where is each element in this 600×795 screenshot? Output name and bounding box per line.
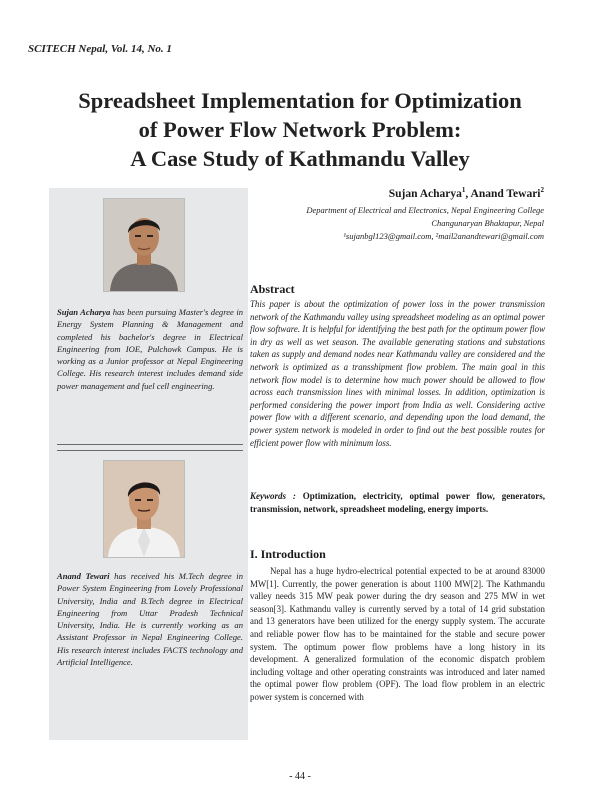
title-line-2: of Power Flow Network Problem: <box>138 117 462 142</box>
paper-title <box>40 86 560 173</box>
bio-divider-top <box>57 444 243 445</box>
author-2-name: Anand Tewari <box>470 187 541 200</box>
introduction-paragraph: Nepal has a huge hydro-electrical potential expected to be at around 83000 MW[1]. Currently, the power generation is about 1100 MW[2]. The Kathmandu valley needs 315 MW peak power during the dry season and 275 MW in wet season[3]. Kathmandu valley is currently served by a total of 14 grid substation and 13 generators have been utilized for the energy supply system. The accurate and reliable power flow has to be maintained for the stable and secure power system. The optimum power flow problems have a long history in its development. A generalized formulation of the economic dispatch problem including voltage and other operating constraints was introduced and later named the optimal power flow problem (OPF). The load flow problem in an electric power system is concerned with <box>250 566 545 702</box>
title-line-3: A Case Study of Kathmandu Valley <box>130 146 470 171</box>
author-2-sup: 2 <box>540 186 544 194</box>
abstract-heading: Abstract <box>250 282 295 296</box>
author-line <box>389 186 544 200</box>
keywords <box>250 490 545 516</box>
keywords-label: Keywords : <box>250 491 296 501</box>
introduction-heading: I. Introduction <box>250 547 326 561</box>
author-1-photo <box>103 198 185 292</box>
bio-1-text: has been pursuing Master's degree in Energy System Planning & Management and completed his bachelor's degree in Electrical Engineering from IOE, Pulchowk Campus. He is working as a Junior professor at Nepal Engineering College. His research interest includes demand side power management and fuel cell engineering. <box>57 307 243 391</box>
affiliation-address: Changunaryan Bhaktapur, Nepal <box>431 218 544 228</box>
page-number: - 44 - <box>289 771 311 782</box>
affiliation-emails: ¹sujanbgl123@gmail.com, ²mail2anandtewari@gmail.com <box>343 231 544 241</box>
author-separator: , <box>465 187 471 200</box>
bio-1-name: Sujan Acharya <box>57 307 111 317</box>
bio-2-name: Anand Tewari <box>57 571 110 581</box>
affiliation <box>306 204 544 243</box>
affiliation-dept: Department of Electrical and Electronics, Nepal Engineering College <box>306 205 544 215</box>
introduction-text <box>250 565 545 704</box>
bio-2-text: has received his M.Tech degree in Power System Engineering from Lovely Professional University, India and B.Tech degree in Electrical Engineering from Uttar Pradesh Technical University, India. He is currently working as an Assistant Professor in Nepal Engineering College. His research interest includes FACTS technology and Artificial Intelligence. <box>57 571 243 668</box>
keywords-text: Optimization, electricity, optimal power flow, generators, transmission, network, spreadsheet modeling, energy imports. <box>250 491 545 514</box>
author-1-sup: 1 <box>461 186 466 194</box>
title-line-1: Spreadsheet Implementation for Optimization <box>78 88 522 113</box>
author-1-bio <box>57 306 243 392</box>
author-1-name: Sujan Acharya <box>388 187 462 200</box>
journal-header: SCITECH Nepal, Vol. 14, No. 1 <box>28 43 172 55</box>
abstract-text: This paper is about the optimization of power loss in the power transmission network of the Kathmandu valley using spreadsheet modeling as an optimal power flow software. It is helpful for identifying the best path for the optimum power flow in dry as well as wet season. The available generating stations and substations taken as supply and demand nodes near Kathmandu valley are considered and the network is optimized as a transshipment flow problem. The main goal in this network flow model is to determine how much power should be allowed to flow across each transmission lines with minimal losses. In addition, optimization is performed considering the power import from India as well. Considering active power flow with a different scenario, and depending upon the load demand, the power system network is modeled in order to find out the best possible routes for efficient power flow with minimum loss. <box>250 299 545 448</box>
author-2-bio <box>57 570 243 668</box>
author-2-photo <box>103 460 185 558</box>
bio-divider-bottom <box>57 450 243 451</box>
